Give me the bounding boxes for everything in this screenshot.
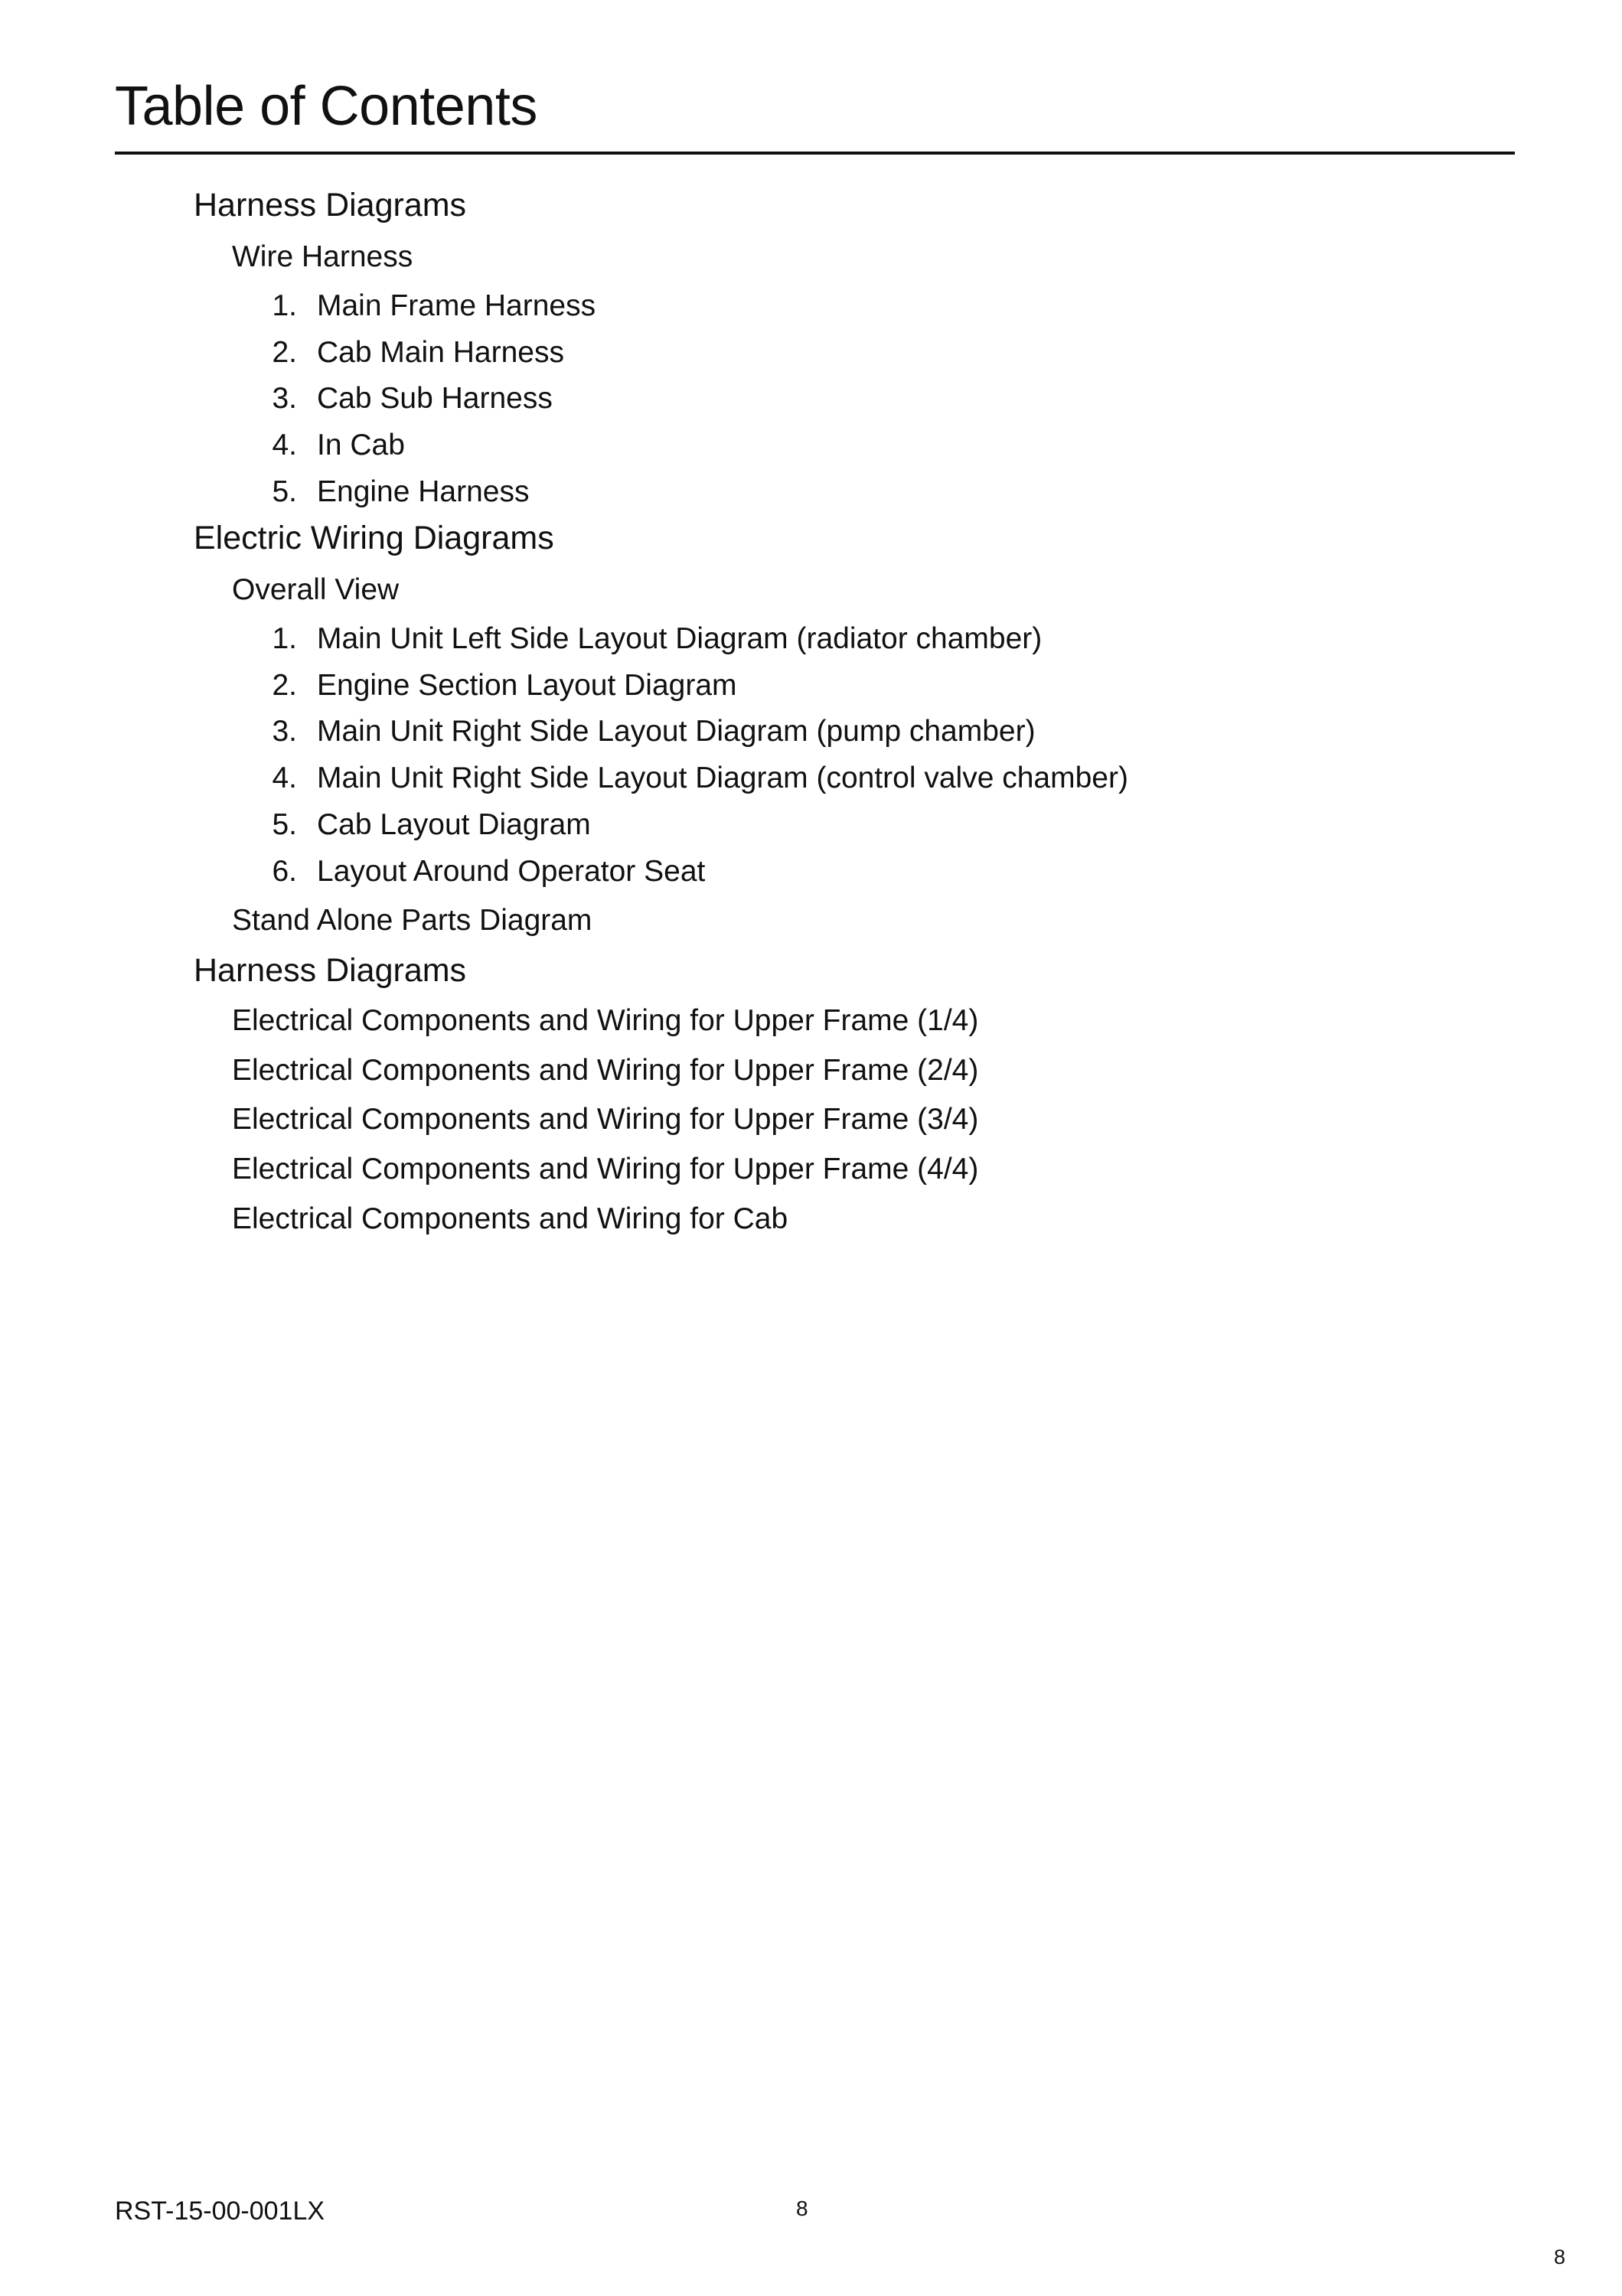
toc-item-number: 3. bbox=[272, 382, 297, 415]
page-title: Table of Contents bbox=[115, 76, 537, 137]
toc-item-label: In Cab bbox=[317, 429, 405, 461]
toc-subsection[interactable]: Electrical Components and Wiring for Upper Frame (4/4) bbox=[232, 1153, 979, 1186]
toc-item-number: 6. bbox=[272, 855, 297, 888]
toc-item-label: Cab Sub Harness bbox=[317, 382, 553, 415]
footer-document-number: RST-15-00-001LX bbox=[115, 2197, 325, 2226]
footer-page-number: 8 bbox=[796, 2197, 808, 2220]
toc-item-label: Cab Main Harness bbox=[317, 336, 564, 369]
toc-item-number: 2. bbox=[272, 336, 297, 369]
toc-item-number: 1. bbox=[272, 289, 297, 322]
toc-item-number: 4. bbox=[272, 429, 297, 461]
toc-subsection[interactable]: Electrical Components and Wiring for Upper Frame (3/4) bbox=[232, 1103, 979, 1136]
toc-item-number: 5. bbox=[272, 808, 297, 841]
corner-page-number: 8 bbox=[1554, 2245, 1566, 2268]
toc-section[interactable]: Harness Diagrams bbox=[194, 187, 467, 223]
toc-item-number: 2. bbox=[272, 669, 297, 702]
toc-subsection[interactable]: Electrical Components and Wiring for Upper Frame (1/4) bbox=[232, 1004, 979, 1037]
toc-item-number: 3. bbox=[272, 715, 297, 748]
toc-section[interactable]: Harness Diagrams bbox=[194, 952, 467, 989]
toc-item-number: 4. bbox=[272, 762, 297, 794]
toc-item-number: 1. bbox=[272, 622, 297, 655]
toc-item-label: Engine Section Layout Diagram bbox=[317, 669, 737, 702]
toc-subsection[interactable]: Overall View bbox=[232, 573, 400, 606]
toc-subsection[interactable]: Electrical Components and Wiring for Upper Frame (2/4) bbox=[232, 1054, 979, 1087]
toc-subsection[interactable]: Electrical Components and Wiring for Cab bbox=[232, 1202, 788, 1235]
toc-item-label: Main Frame Harness bbox=[317, 289, 596, 322]
toc-item-label: Main Unit Right Side Layout Diagram (pump chamber) bbox=[317, 715, 1036, 748]
toc-item-number: 5. bbox=[272, 475, 297, 508]
toc-subsection[interactable]: Stand Alone Parts Diagram bbox=[232, 904, 592, 937]
toc-item-label: Main Unit Left Side Layout Diagram (radiator chamber) bbox=[317, 622, 1043, 655]
toc-item-label: Main Unit Right Side Layout Diagram (control valve chamber) bbox=[317, 762, 1128, 794]
toc-item-label: Cab Layout Diagram bbox=[317, 808, 591, 841]
toc-item-label: Engine Harness bbox=[317, 475, 530, 508]
toc-subsection[interactable]: Wire Harness bbox=[232, 240, 413, 273]
title-divider bbox=[115, 152, 1515, 155]
toc-item-label: Layout Around Operator Seat bbox=[317, 855, 706, 888]
toc-section[interactable]: Electric Wiring Diagrams bbox=[194, 520, 554, 556]
